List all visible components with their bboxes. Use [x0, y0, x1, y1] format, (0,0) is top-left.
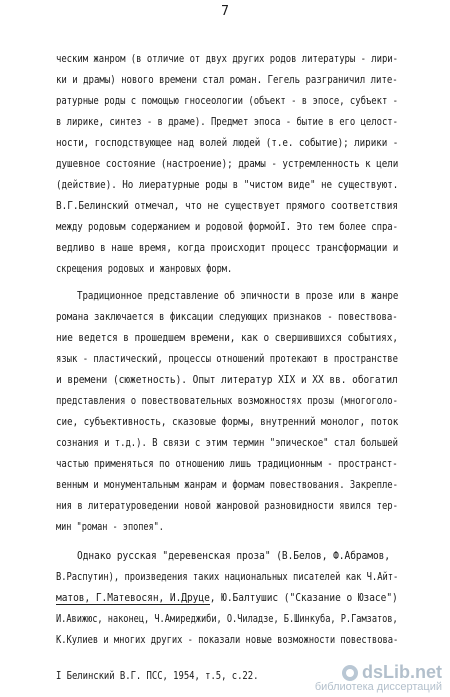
watermark-subtitle: библиотека диссертаций	[314, 681, 442, 693]
text-line: ки и драмы) нового времени стал роман. Гегель разграничил лите-	[56, 74, 398, 86]
footnote-text: I Белинский В.Г. ПСС, 1954, т.5, с.22.	[56, 670, 259, 682]
page-number: 7	[221, 4, 229, 19]
text-line: матов, Г.Матевосян, И.Друце, Ю.Балтушис ("Сказание о Юзасе")	[56, 592, 398, 604]
text-line: представления о повествовательных возможностях прозы (многоголо-	[56, 395, 398, 407]
text-line: ние ведется в прошедшем времени, как о свершившихся событиях,	[56, 332, 399, 344]
globe-icon	[342, 665, 358, 681]
text-line: язык - пластический, процессы отношений протекают в пространстве	[56, 353, 398, 365]
text-line: частью применяться по отношению лишь традиционным - пространст-	[56, 458, 398, 470]
text-line: (действие). Но лиературные роды в "чистом виде" не существуют.	[56, 179, 399, 191]
watermark-brand	[315, 662, 442, 683]
footnote-separator	[56, 604, 210, 605]
text-line: сознания и т.д.). В связи с этим термин "эпическое" стал большей	[56, 437, 398, 449]
text-line: ведливо в наше время, когда происходит процесс трансформации и	[56, 242, 399, 254]
text-line: И.Авижюс, наконец, Ч.Амиреджиби, О.Чиладзе, Б.Шинкуба, Р.Гамзатов,	[56, 613, 398, 625]
text-line: К.Кулиев и многих других - показали новые возможности повествова-	[56, 634, 399, 646]
watermark-title: dsLib.net	[362, 662, 442, 682]
text-line: ния в литературоведении новой жанровой разновидности явился тер-	[56, 500, 398, 512]
text-line: душевное состояние (настроение); драмы - устремленность к цели	[56, 158, 399, 170]
text-line: в лирике, синтез - в драме). Предмет эпоса - бытие в его целост-	[56, 116, 398, 128]
text-line: между родовым содержанием и родовой формойI. Это тем более спра-	[56, 221, 398, 233]
text-line: венным и монументальным жанрам и формам повествования. Закрепле-	[56, 479, 398, 491]
text-line: Традиционное представление об эпичности в прозе или в жанре	[77, 290, 399, 302]
text-line: романа заключается в фиксации следующих признаков - повествова-	[56, 311, 398, 323]
text-line: В.Распутин), произведения таких национальных писателей как Ч.Айт-	[56, 571, 399, 583]
text-line: Однако русская "деревенская проза" (В.Белов, Ф.Абрамов,	[77, 550, 391, 562]
text-line: ности, господствующее над волей людей (т.е. событие); лирики -	[56, 137, 399, 149]
text-line: ратурные роды с помощью гносеологии (объект - в эпосе, субъект -	[56, 95, 398, 107]
text-line: В.Г.Белинский отмечал, что не существует прямого соответствия	[56, 200, 399, 212]
text-line: сие, субъективность, сказовые формы, внутренний монолог, поток	[56, 416, 399, 428]
text-line: и времени (сюжетность). Опыт литератур XIX и XX вв. обогатил	[56, 374, 398, 386]
watermark	[315, 662, 442, 693]
text-line: мин "роман - эпопея".	[56, 521, 164, 533]
text-line: скрещения родовых и жанровых форм.	[56, 263, 233, 275]
text-line: ческим жанром (в отличие от двух других родов литературы - лири-	[56, 53, 398, 65]
